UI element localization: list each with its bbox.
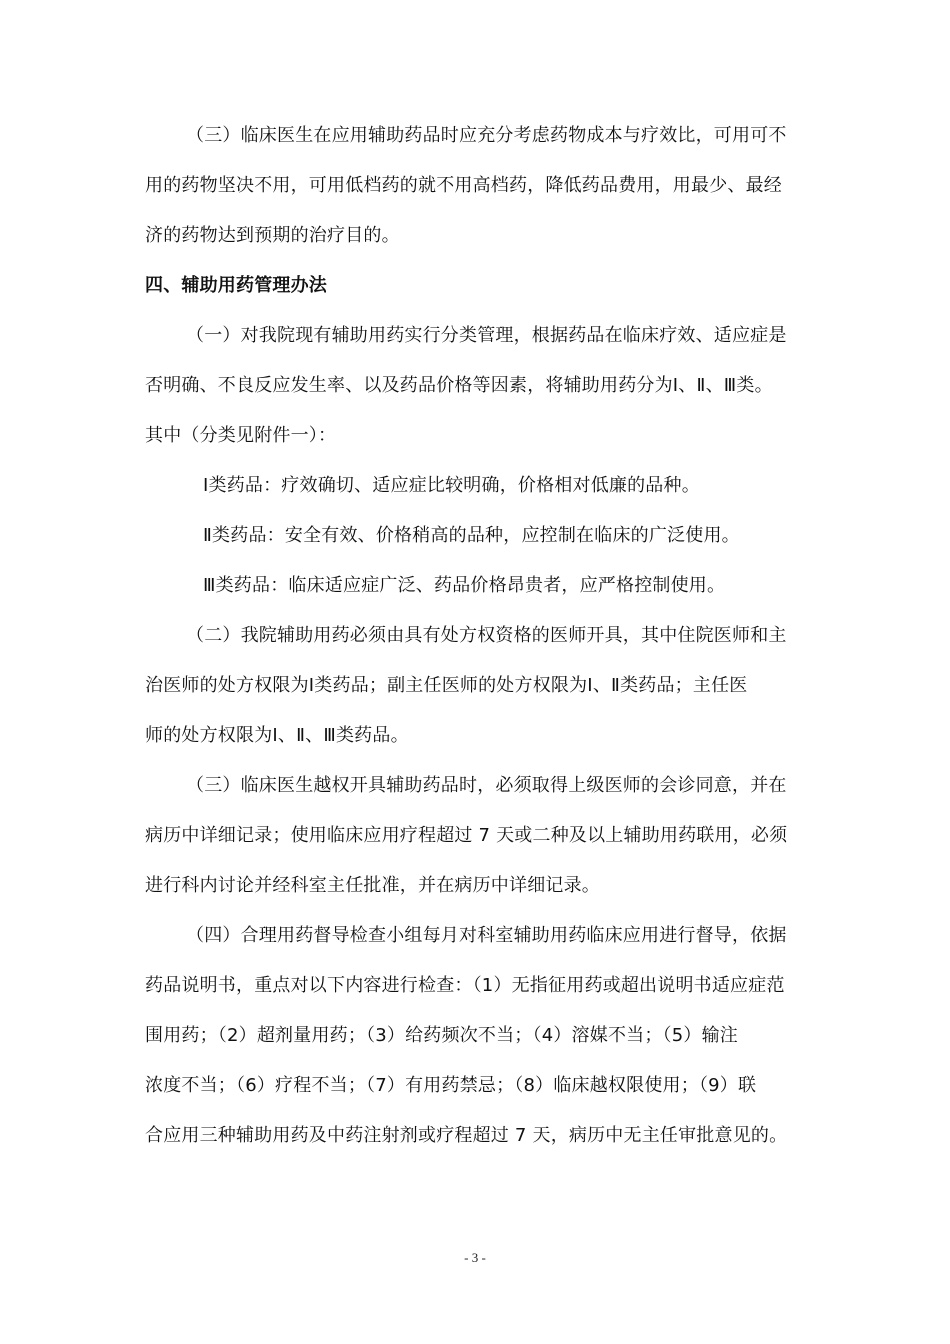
- item-1-line-1: （一）对我院现有辅助用药实行分类管理，根据药品在临床疗效、适应症是: [186, 325, 787, 346]
- item-4-line-3: 围用药；（2）超剂量用药；（3）给药频次不当；（4）溶媒不当；（5）输注: [145, 1025, 739, 1046]
- item-3-line-3: 进行科内讨论并经科室主任批准，并在病历中详细记录。: [145, 875, 600, 896]
- category-2-description: Ⅱ类药品：安全有效、价格稍高的品种，应控制在临床的广泛使用。: [203, 525, 740, 546]
- item-4-line-4: 浓度不当；（6）疗程不当；（7）有用药禁忌；（8）临床越权限使用；（9）联: [145, 1075, 757, 1096]
- item-2-line-1: （二）我院辅助用药必须由具有处方权资格的医师开具，其中住院医师和主: [186, 625, 787, 646]
- paragraph-3-line-2: 用的药物坚决不用，可用低档药的就不用高档药，降低药品费用，用最少、最经: [145, 175, 782, 196]
- page-number: - 3 -: [464, 1250, 486, 1265]
- paragraph-3-line-1: （三）临床医生在应用辅助药品时应充分考虑药物成本与疗效比，可用可不: [186, 125, 787, 146]
- item-4-line-2: 药品说明书，重点对以下内容进行检查：（1）无指征用药或超出说明书适应症范: [145, 975, 785, 996]
- item-4-line-5: 合应用三种辅助用药及中药注射剂或疗程超过 7 天，病历中无主任审批意见的。: [145, 1125, 788, 1146]
- item-4-line-1: （四）合理用药督导检查小组每月对科室辅助用药临床应用进行督导，依据: [186, 925, 787, 946]
- item-3-line-1: （三）临床医生越权开具辅助药品时，必须取得上级医师的会诊同意，并在: [186, 775, 787, 796]
- item-2-line-2: 治医师的处方权限为Ⅰ类药品；副主任医师的处方权限为Ⅰ、Ⅱ类药品；主任医: [145, 675, 748, 696]
- category-3-description: Ⅲ类药品：临床适应症广泛、药品价格昂贵者，应严格控制使用。: [203, 575, 726, 596]
- item-1-line-3: 其中（分类见附件一）：: [145, 425, 337, 446]
- section-heading: 四、辅助用药管理办法: [145, 275, 327, 296]
- category-1-description: Ⅰ类药品：疗效确切、适应症比较明确，价格相对低廉的品种。: [203, 475, 700, 496]
- item-3-line-2: 病历中详细记录；使用临床应用疗程超过 7 天或二种及以上辅助用药联用，必须: [145, 825, 788, 846]
- item-1-line-2: 否明确、不良反应发生率、以及药品价格等因素，将辅助用药分为Ⅰ、Ⅱ、Ⅲ类。: [145, 375, 773, 396]
- paragraph-3-line-3: 济的药物达到预期的治疗目的。: [145, 225, 400, 246]
- item-2-line-3: 师的处方权限为Ⅰ、Ⅱ、Ⅲ类药品。: [145, 725, 409, 746]
